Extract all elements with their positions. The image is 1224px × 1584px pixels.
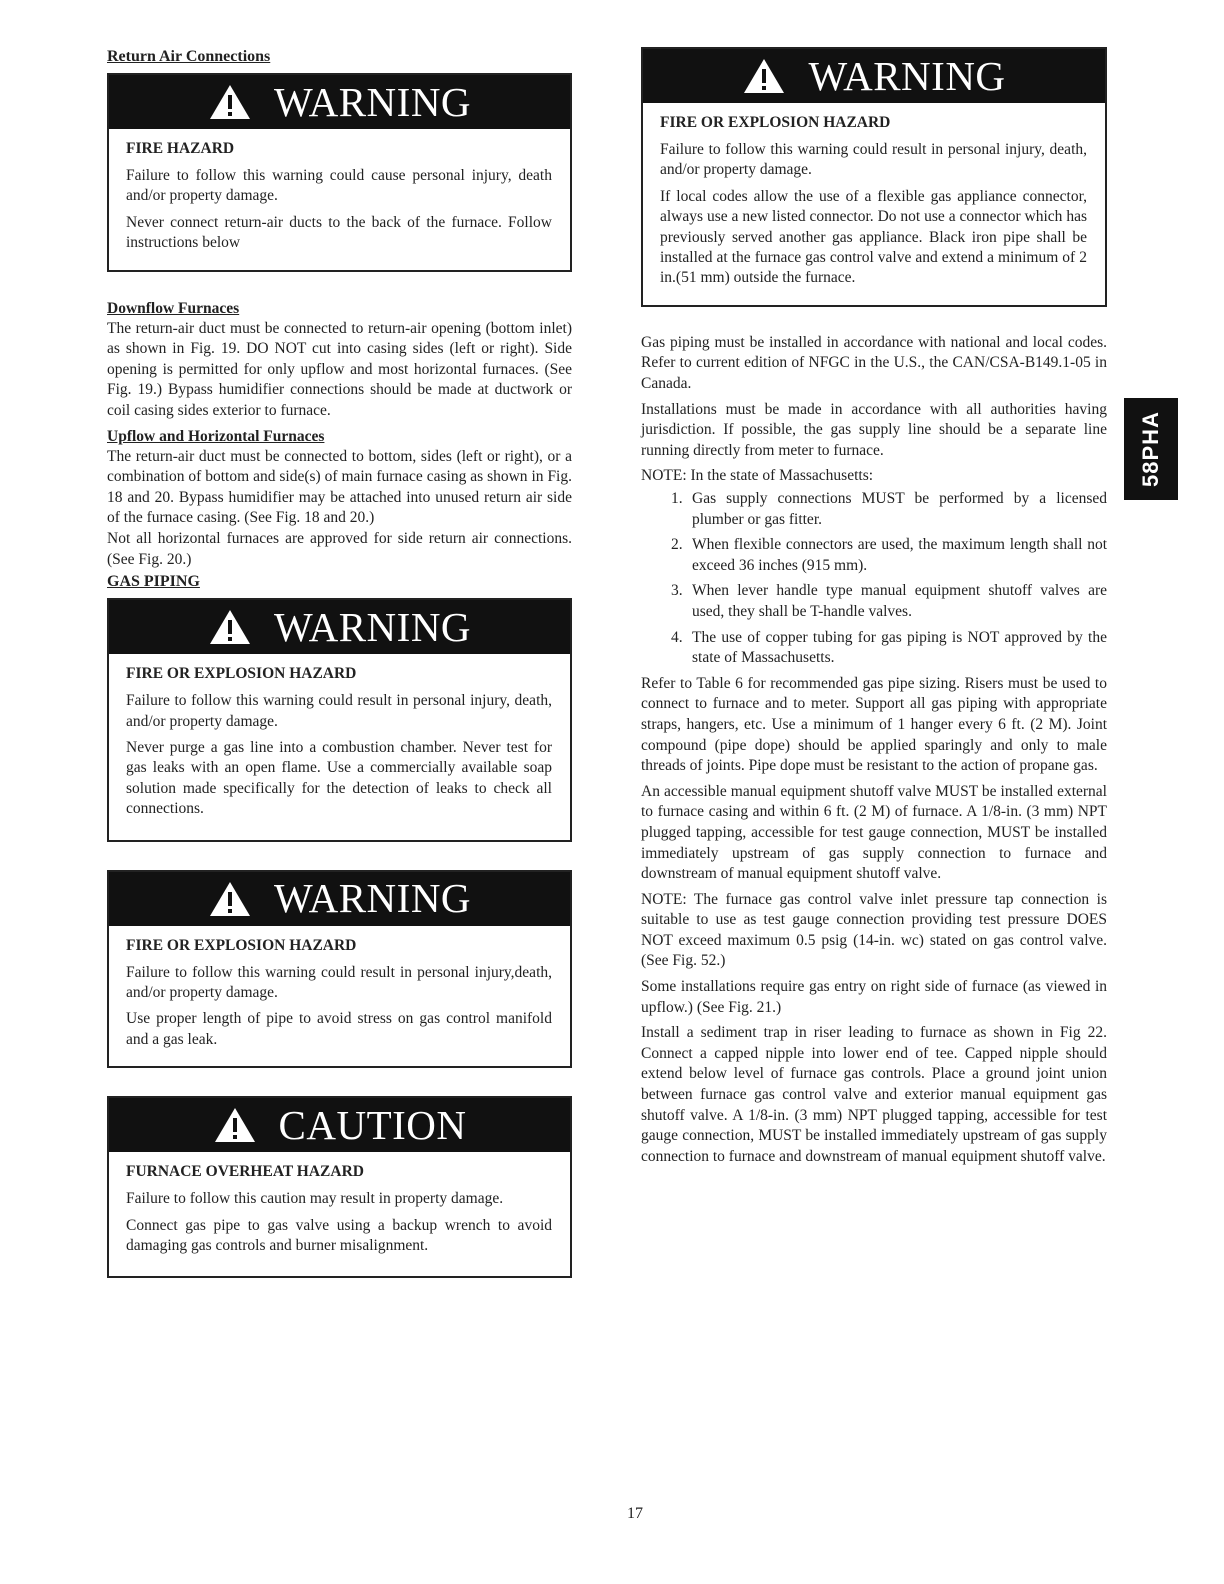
- shutoff-valve-paragraph: An accessible manual equipment shutoff valve MUST be installed external to furnace casing and within 6 ft. (2 M) of furnace. A 1/8-in. (3 mm) NPT plugged tapping, accessible for test gauge connection, MUST be installed immediately upstream of gas supply connection to furnace and downstream of manual equipment shutoff valve.: [641, 782, 1107, 883]
- warning-banner: [109, 872, 570, 926]
- warning-title: FIRE OR EXPLOSION HAZARD: [126, 936, 357, 954]
- warning-banner-text: WARNING: [273, 603, 472, 650]
- pipe-sizing-paragraph: Refer to Table 6 for recommended gas pipe sizing. Risers must be used to connect to furnace and to meter. Support all gas piping with appropriate straps, hangers, etc. Use a minimum of 1 hanger every 6 ft. (2 M). Joint compound (pipe dope) should be applied sparingly and only to male threads of joints. Pipe dope must be resistant to the action of propane gas.: [641, 674, 1107, 775]
- list-item: [641, 581, 1107, 622]
- list-text: When flexible connectors are used, the maximum length shall not exceed 36 inches (915 mm).: [692, 536, 1107, 574]
- authority-paragraph: Installations must be made in accordance with all authorities having jurisdiction. If possible, the gas supply line should be a separate line running directly from meter to furnace.: [641, 400, 1107, 459]
- model-side-tab: [1124, 398, 1178, 500]
- caution-banner-text: CAUTION: [278, 1101, 467, 1148]
- warning-text: Never connect return-air ducts to the back of the furnace. Follow instructions below: [126, 213, 552, 252]
- caution-banner: [109, 1098, 570, 1152]
- warning-explosion-box: [107, 598, 572, 841]
- warning-banner-text: WARNING: [273, 78, 472, 125]
- warning-flex-connector-box: [641, 47, 1107, 307]
- warning-banner: [109, 75, 570, 129]
- note-text: In the state of Massachusetts:: [686, 467, 874, 485]
- warning-text: Use proper length of pipe to avoid stress on gas control manifold and a gas leak.: [126, 1010, 552, 1048]
- note-text: The furnace gas control valve inlet pressure tap connection is suitable to use as test gauge connection providing test pressure DOES NOT exceed maximum 0.5 psig (14-in. wc) stated on gas control valve. (See Fig. 52.): [641, 890, 1107, 970]
- list-text: The use of copper tubing for gas piping is NOT approved by the state of Massachusetts.: [692, 628, 1107, 667]
- warning-banner-text: WARNING: [808, 52, 1006, 99]
- upflow-heading: Upflow and Horizontal Furnaces: [107, 427, 325, 445]
- pressure-tap-note: [641, 890, 1107, 972]
- warning-banner: [643, 49, 1105, 103]
- list-item: [641, 535, 1107, 576]
- upflow-paragraph: The return-air duct must be connected to bottom, sides (left or right), or a combination of bottom and side(s) of main furnace casing as shown in Fig. 18 and 20. Bypass humidifier may be attached into unused return air side of the furnace casing. (See Fig. 18 and 20.): [107, 447, 572, 527]
- warning-triangle-icon: [213, 1106, 257, 1144]
- return-air-heading: Return Air Connections: [107, 48, 271, 65]
- warning-fire-hazard-box: [107, 73, 572, 272]
- list-item: [641, 489, 1107, 530]
- warning-text: Failure to follow this warning could result in personal injury, death, and/or property damage.: [126, 692, 552, 730]
- warning-text: If local codes allow the use of a flexible gas appliance connector, always use a new listed connector. Do not use a connector which has previously served another gas appliance. Black iron pipe shall be installed at the furnace gas control valve and extend a minimum of 2 in.(51 mm) outside the furnace.: [660, 187, 1087, 287]
- massachusetts-note: [641, 466, 1107, 487]
- caution-title: FURNACE OVERHEAT HAZARD: [126, 1163, 364, 1181]
- model-tab-label: 58PHA: [1138, 411, 1164, 487]
- warning-title: FIRE OR EXPLOSION HAZARD: [126, 665, 357, 683]
- caution-text: Failure to follow this caution may result in property damage.: [126, 1190, 504, 1208]
- right-column: [641, 47, 1107, 1172]
- list-number: 3.: [671, 582, 683, 600]
- warning-text: Failure to follow this warning could result in personal injury,death, and/or property damage.: [126, 963, 552, 1001]
- gas-code-paragraph: Gas piping must be installed in accordance with national and local codes. Refer to current edition of NFGC in the U.S., the CAN/CSA-B149.1-05 in Canada.: [641, 333, 1107, 393]
- warning-text: Never purge a gas line into a combustion chamber. Never test for gas leaks with an open flame. Use a commercially available soap solution made specifically for the detection of leaks to check all connections.: [126, 738, 552, 818]
- caution-overheat-box: [107, 1096, 572, 1278]
- warning-title: FIRE OR EXPLOSION HAZARD: [660, 114, 891, 131]
- gas-entry-paragraph: Some installations require gas entry on right side of furnace (as viewed in upflow.) (See Fig. 21.): [641, 978, 1107, 1016]
- sediment-trap-paragraph: Install a sediment trap in riser leading to furnace as shown in Fig 22. Connect a capped nipple into lower end of tee. Capped nipple should extend below level of furnace gas controls. Place a ground joint union between furnace gas control valve and exterior manual equipment gas shutoff valve. A 1/8-in. (3 mm) NPT plugged tapping, accessible for test gauge connection, MUST be installed immediately upstream of gas supply connection to furnace and downstream of manual equipment shutoff valve.: [641, 1024, 1107, 1165]
- warning-triangle-icon: [208, 880, 252, 918]
- list-text: When lever handle type manual equipment shutoff valves are used, they shall be T-handle valves.: [692, 582, 1107, 620]
- left-column: [107, 47, 572, 1278]
- massachusetts-list: [641, 489, 1107, 669]
- list-text: Gas supply connections MUST be performed by a licensed plumber or gas fitter.: [692, 490, 1107, 528]
- caution-text: Connect gas pipe to gas valve using a backup wrench to avoid damaging gas controls and burner misalignment.: [126, 1216, 552, 1255]
- warning-pipe-length-box: [107, 870, 572, 1069]
- side-return-paragraph: Not all horizontal furnaces are approved for side return air connections. (See Fig. 20.): [107, 529, 572, 568]
- note-label: NOTE:: [641, 890, 687, 908]
- downflow-heading: Downflow Furnaces: [107, 299, 240, 317]
- warning-triangle-icon: [208, 608, 252, 646]
- downflow-paragraph: The return-air duct must be connected to return-air opening (bottom inlet) as shown in Fig. 19. DO NOT cut into casing sides (left or right). Side opening is permitted for only upflow and most horizontal furnaces. (See Fig. 19.) Bypass humidifier connections should be made at ductwork or coil casing sides exterior to furnace.: [107, 319, 572, 419]
- note-label: NOTE:: [641, 467, 687, 485]
- list-number: 1.: [671, 490, 683, 507]
- page-number: 17: [627, 1505, 643, 1522]
- warning-triangle-icon: [208, 83, 252, 121]
- gas-piping-heading: GAS PIPING: [107, 573, 200, 591]
- warning-triangle-icon: [742, 57, 786, 95]
- warning-banner-text: WARNING: [273, 875, 472, 922]
- warning-title: FIRE HAZARD: [126, 140, 235, 157]
- warning-text: Failure to follow this warning could cause personal injury, death and/or property damage.: [126, 167, 552, 205]
- warning-text: Failure to follow this warning could result in personal injury, death, and/or property damage.: [660, 141, 1087, 179]
- list-number: 2.: [671, 536, 683, 554]
- list-number: 4.: [671, 628, 683, 646]
- warning-banner: [109, 600, 570, 654]
- list-item: [641, 628, 1107, 669]
